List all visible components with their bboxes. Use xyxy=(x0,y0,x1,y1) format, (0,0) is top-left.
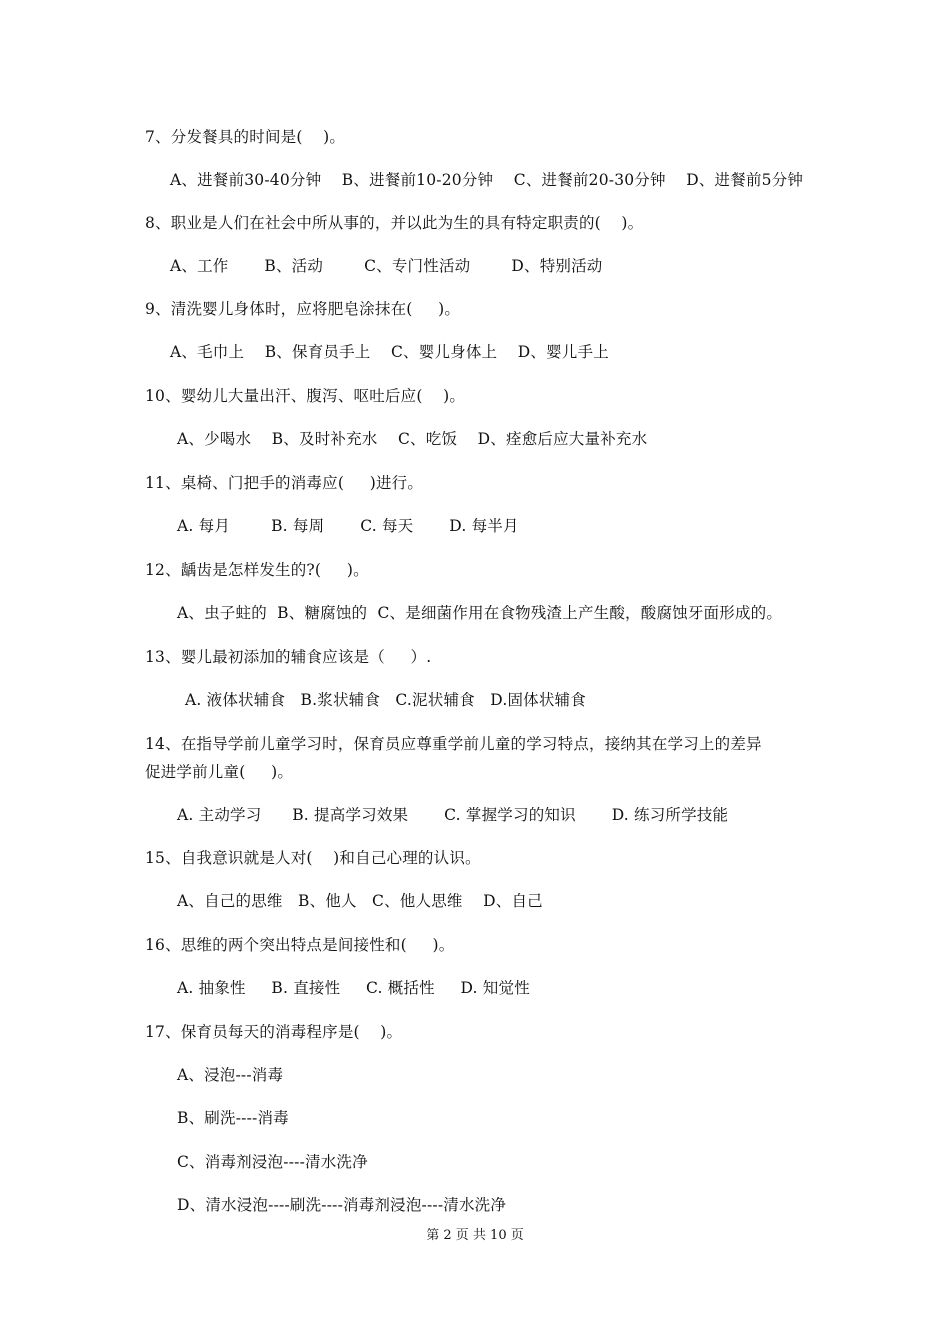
question-7-options: A、进餐前30-40分钟 B、进餐前10-20分钟 C、进餐前20-30分钟 D、进餐前5分钟 xyxy=(170,171,804,189)
question-8-options: A、工作 B、活动 C、专门性活动 D、特别活动 xyxy=(170,257,603,275)
question-11-options: A. 每月 B. 每周 C. 每天 D. 每半月 xyxy=(177,517,519,535)
question-11-stem: 11、桌椅、门把手的消毒应( )进行。 xyxy=(145,474,424,492)
question-17-stem: 17、保育员每天的消毒程序是( )。 xyxy=(145,1023,403,1041)
question-17-option-d: D、清水浸泡----刷洗----消毒剂浸泡----清水洗净 xyxy=(177,1196,507,1214)
question-14-stem: 14、在指导学前儿童学习时，保育员应尊重学前儿童的学习特点，接纳其在学习上的差异 xyxy=(145,735,762,753)
question-8-stem: 8、职业是人们在社会中所从事的，并以此为生的具有特定职责的( )。 xyxy=(145,214,644,232)
question-16-stem: 16、思维的两个突出特点是间接性和( )。 xyxy=(145,936,455,954)
question-15-stem: 15、自我意识就是人对( )和自己心理的认识。 xyxy=(145,849,481,867)
question-10-options: A、少喝水 B、及时补充水 C、吃饭 D、痊愈后应大量补充水 xyxy=(177,430,648,448)
question-17-option-c: C、消毒剂浸泡----清水洗净 xyxy=(177,1153,368,1171)
question-9-stem: 9、清洗婴儿身体时，应将肥皂涂抹在( )。 xyxy=(145,300,461,318)
page-footer: 第 2 页 共 10 页 xyxy=(426,1228,524,1243)
question-17-option-b: B、刷洗----消毒 xyxy=(177,1109,289,1127)
question-9-options: A、毛巾上 B、保育员手上 C、婴儿身体上 D、婴儿手上 xyxy=(170,343,609,361)
question-16-options: A. 抽象性 B. 直接性 C. 概括性 D. 知觉性 xyxy=(177,979,530,997)
question-13-options: A. 液体状辅食 B.浆状辅食 C.泥状辅食 D.固体状辅食 xyxy=(185,691,586,709)
question-14-options: A. 主动学习 B. 提高学习效果 C. 掌握学习的知识 D. 练习所学技能 xyxy=(177,806,729,824)
question-12-options: A、虫子蛀的 B、糖腐蚀的 C、是细菌作用在食物残渣上产生酸，酸腐蚀牙面形成的。 xyxy=(177,604,783,622)
question-12-stem: 12、龋齿是怎样发生的?( )。 xyxy=(145,561,369,579)
question-7-stem: 7、分发餐具的时间是( )。 xyxy=(145,128,346,146)
question-14-stem-continued: 促进学前儿童( )。 xyxy=(145,763,294,781)
question-17-option-a: A、浸泡---消毒 xyxy=(177,1066,284,1084)
question-15-options: A、自己的思维 B、他人 C、他人思维 D、自己 xyxy=(177,892,543,910)
question-10-stem: 10、婴幼儿大量出汗、腹泻、呕吐后应( )。 xyxy=(145,387,466,405)
question-13-stem: 13、婴儿最初添加的辅食应该是（ ）. xyxy=(145,648,432,666)
